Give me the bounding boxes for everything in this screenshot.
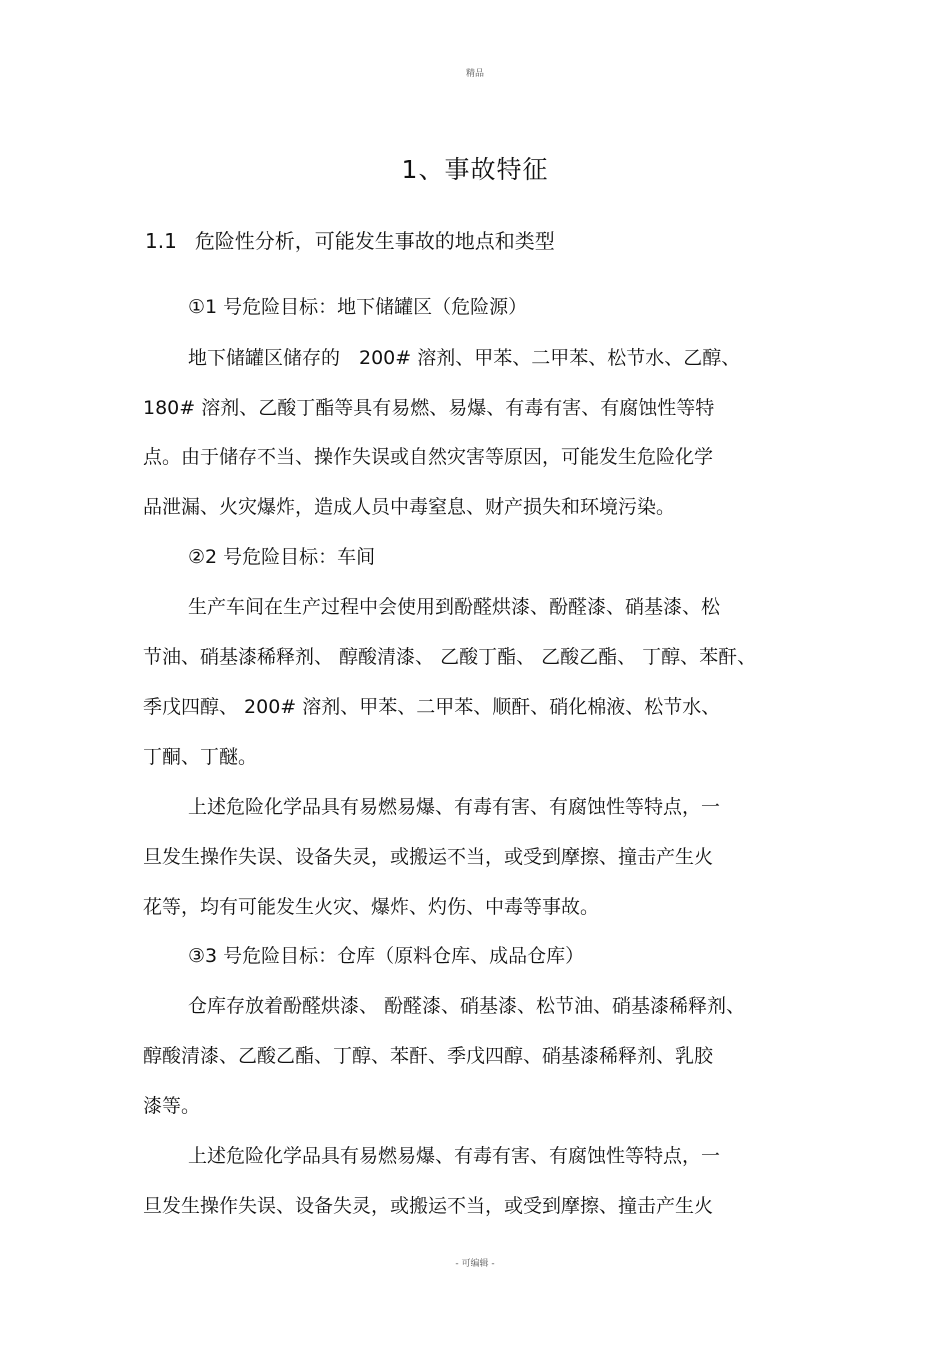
page-footer-mark: - 可编辑 - <box>455 1259 495 1269</box>
target-1-heading: ①1 号危险目标：地下储罐区（危险源） <box>188 296 528 318</box>
paragraph-line: 漆等。 <box>143 1095 201 1117</box>
paragraph-line: 醇酸清漆、乙酸乙酯、丁醇、苯酐、季戊四醇、硝基漆稀释剂、乳胶 <box>143 1045 714 1067</box>
paragraph-line: 生产车间在生产过程中会使用到酚醛烘漆、酚醛漆、硝基漆、松 <box>188 596 721 618</box>
page-title: 1、事故特征 <box>401 155 549 184</box>
paragraph-line: 花等，均有可能发生火灾、爆炸、灼伤、中毒等事故。 <box>143 896 600 918</box>
paragraph-line: 180# 溶剂、乙酸丁酯等具有易燃、易爆、有毒有害、有腐蚀性等特 <box>143 397 715 419</box>
paragraph-line: 季戊四醇、 200# 溶剂、甲苯、二甲苯、顺酐、硝化棉液、松节水、 <box>143 696 721 718</box>
paragraph-line: 丁酮、丁醚。 <box>143 746 258 768</box>
paragraph-line: 节油、硝基漆稀释剂、 醇酸清漆、 乙酸丁酯、 乙酸乙酯、 丁醇、苯酐、 <box>143 646 757 668</box>
paragraph-line: 仓库存放着酚醛烘漆、 酚醛漆、硝基漆、松节油、硝基漆稀释剂、 <box>188 995 746 1017</box>
section-number: 1.1 <box>145 229 177 253</box>
target-2-heading: ②2 号危险目标：车间 <box>188 546 376 568</box>
page-header-mark: 精品 <box>465 69 484 79</box>
paragraph-line: 旦发生操作失误、设备失灵，或搬运不当，或受到摩擦、撞击产生火 <box>143 1195 714 1217</box>
paragraph-line: 上述危险化学品具有易燃易爆、有毒有害、有腐蚀性等特点，一 <box>188 1145 721 1167</box>
paragraph-line: 点。由于储存不当、操作失误或自然灾害等原因，可能发生危险化学 <box>143 446 714 468</box>
paragraph-line: 上述危险化学品具有易燃易爆、有毒有害、有腐蚀性等特点，一 <box>188 796 721 818</box>
section-heading <box>145 225 555 254</box>
section-title: 危险性分析，可能发生事故的地点和类型 <box>194 229 555 253</box>
paragraph-line: 地下储罐区储存的 200# 溶剂、甲苯、二甲苯、松节水、乙醇、 <box>188 347 741 369</box>
paragraph-line: 旦发生操作失误、设备失灵，或搬运不当，或受到摩擦、撞击产生火 <box>143 846 714 868</box>
paragraph-line: 品泄漏、火灾爆炸，造成人员中毒窒息、财产损失和环境污染。 <box>143 496 676 518</box>
target-3-heading: ③3 号危险目标：仓库（原料仓库、成品仓库） <box>188 945 585 967</box>
